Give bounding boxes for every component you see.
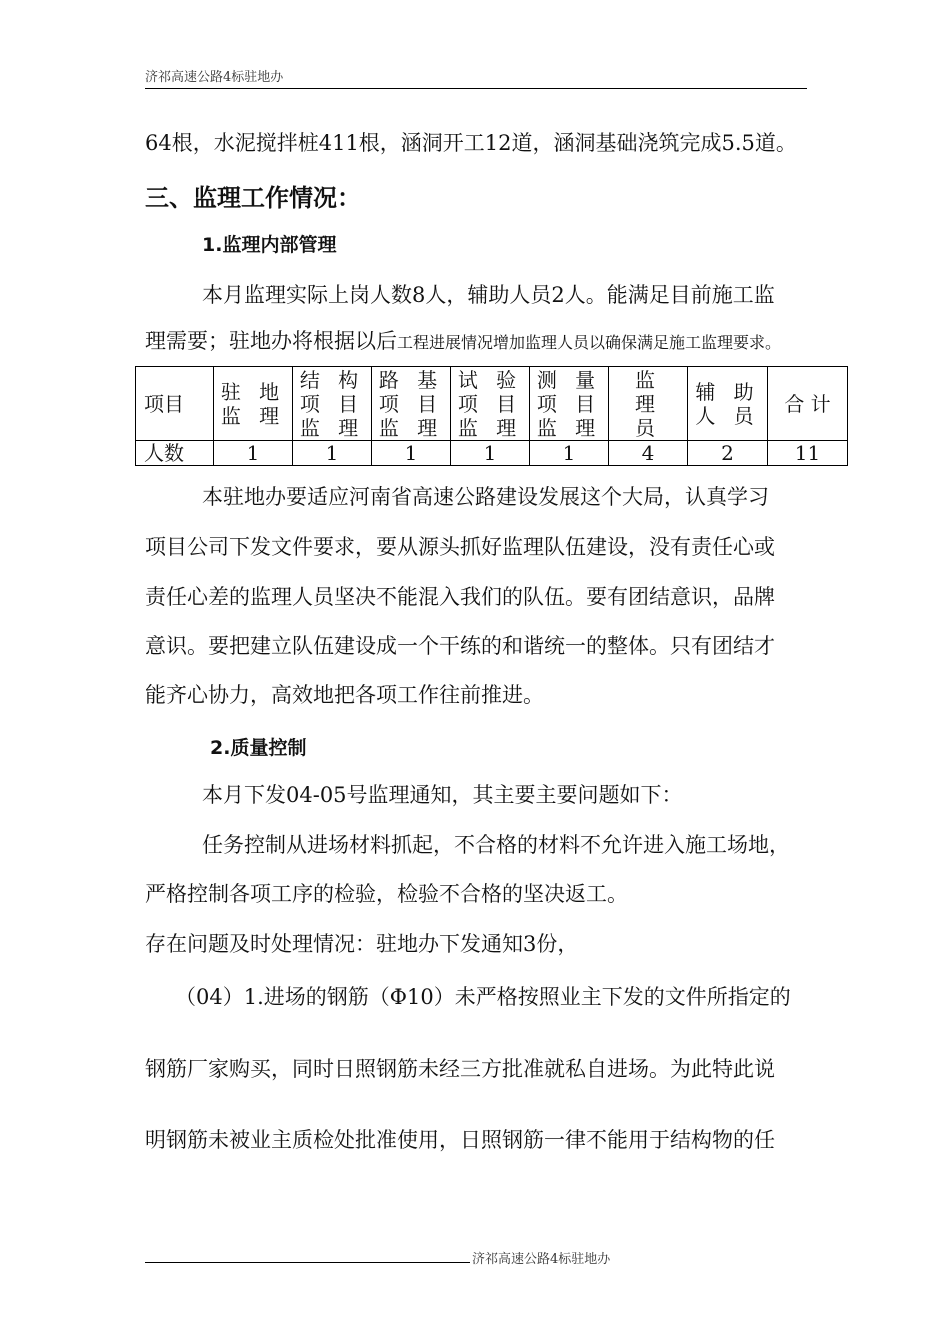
paragraph-staff-line1: 本月监理实际上岗人数8人，辅助人员2人。能满足目前施工监 [202, 283, 775, 307]
subsection-title-1: 1.监理内部管理 [202, 234, 337, 256]
header-supervisor-line: 理 [635, 391, 661, 416]
header-survey-line: 测 量 [536, 367, 602, 392]
header-assistant-line: 人 员 [695, 403, 760, 428]
paragraph-control-line2: 严格控制各项工序的检验，检验不合格的坚决返工。 [145, 882, 628, 906]
header-supervisor [609, 367, 688, 441]
row-cell: 1 [293, 441, 372, 466]
paragraph-rebar-line2: 钢筋厂家购买，同时日照钢筋未经三方批准就私自进场。为此特此说 [145, 1057, 775, 1081]
staff-table-header-row [136, 367, 848, 441]
header-structure [293, 367, 372, 441]
row-label: 人数 [136, 441, 214, 466]
paragraph-team-line3: 责任心差的监理人员坚决不能混入我们的队伍。要有团结意识，品牌 [145, 585, 775, 609]
header-testing-line: 试 验 [457, 367, 523, 392]
page-header: 济祁高速公路4标驻地办 [145, 70, 284, 85]
paragraph-notice: 本月下发04-05号监理通知，其主要主要问题如下： [202, 783, 683, 807]
header-total: 合 计 [768, 367, 848, 441]
header-roadbed-line: 监 理 [378, 415, 444, 440]
paragraph-team-line5: 能齐心协力，高效地把各项工作往前推进。 [145, 683, 544, 707]
header-structure-line: 监 理 [299, 415, 365, 440]
page-footer: 济祁高速公路4标驻地办 [472, 1252, 611, 1267]
paragraph-control-line1: 任务控制从进场材料抓起，不合格的材料不允许进入施工场地， [202, 833, 790, 857]
paragraph-staff-line2-small: 工程进展情况增加监理人员以确保满足施工监理要求。 [397, 333, 782, 352]
header-resident [214, 367, 293, 441]
row-cell: 1 [530, 441, 609, 466]
header-structure-line: 项 目 [299, 391, 365, 416]
header-roadbed-line: 路 基 [378, 367, 444, 392]
row-cell: 11 [768, 441, 848, 466]
header-survey-line: 项 目 [536, 391, 602, 416]
row-cell: 4 [609, 441, 688, 466]
row-cell: 1 [214, 441, 293, 466]
row-cell: 1 [451, 441, 530, 466]
paragraph-team-line1: 本驻地办要适应河南省高速公路建设发展这个大局，认真学习 [202, 485, 769, 509]
paragraph-staff-line2-main: 理需要；驻地办将根据以后 [145, 329, 397, 353]
footer-rule [145, 1262, 470, 1263]
header-testing-line: 项 目 [457, 391, 523, 416]
paragraph-team-line2: 项目公司下发文件要求，要从源头抓好监理队伍建设，没有责任心或 [145, 535, 775, 559]
header-testing [451, 367, 530, 441]
header-assistant-line: 辅 助 [695, 379, 760, 404]
header-roadbed-line: 项 目 [378, 391, 444, 416]
header-supervisor-line: 监 [635, 367, 661, 392]
header-item: 项目 [136, 367, 214, 441]
row-cell: 1 [372, 441, 451, 466]
section-title: 三、监理工作情况： [145, 184, 361, 212]
subsection-title-2: 2.质量控制 [210, 737, 307, 759]
header-testing-line: 监 理 [457, 415, 523, 440]
staff-table [135, 366, 848, 466]
header-resident-line: 监 理 [220, 403, 286, 428]
header-rule [145, 88, 807, 89]
header-survey-line: 监 理 [536, 415, 602, 440]
header-survey [530, 367, 609, 441]
row-cell: 2 [688, 441, 768, 466]
header-supervisor-line: 员 [635, 415, 661, 440]
paragraph-issues: 存在问题及时处理情况：驻地办下发通知3份， [145, 932, 579, 956]
paragraph-rebar-line1: （04）1.进场的钢筋（Φ10）未严格按照业主下发的文件所指定的 [175, 985, 791, 1009]
paragraph-rebar-line3: 明钢筋未被业主质检处批准使用，日照钢筋一律不能用于结构物的任 [145, 1128, 775, 1152]
header-roadbed [372, 367, 451, 441]
header-structure-line: 结 构 [299, 367, 365, 392]
staff-table-data-row [136, 441, 848, 466]
header-resident-line: 驻 地 [220, 379, 286, 404]
header-assistant [688, 367, 768, 441]
paragraph-staff-line2 [145, 327, 781, 357]
paragraph-team-line4: 意识。要把建立队伍建设成一个干练的和谐统一的整体。只有团结才 [145, 634, 775, 658]
paragraph-progress: 64根，水泥搅拌桩411根，涵洞开工12道，涵洞基础浇筑完成5.5道。 [145, 131, 797, 155]
